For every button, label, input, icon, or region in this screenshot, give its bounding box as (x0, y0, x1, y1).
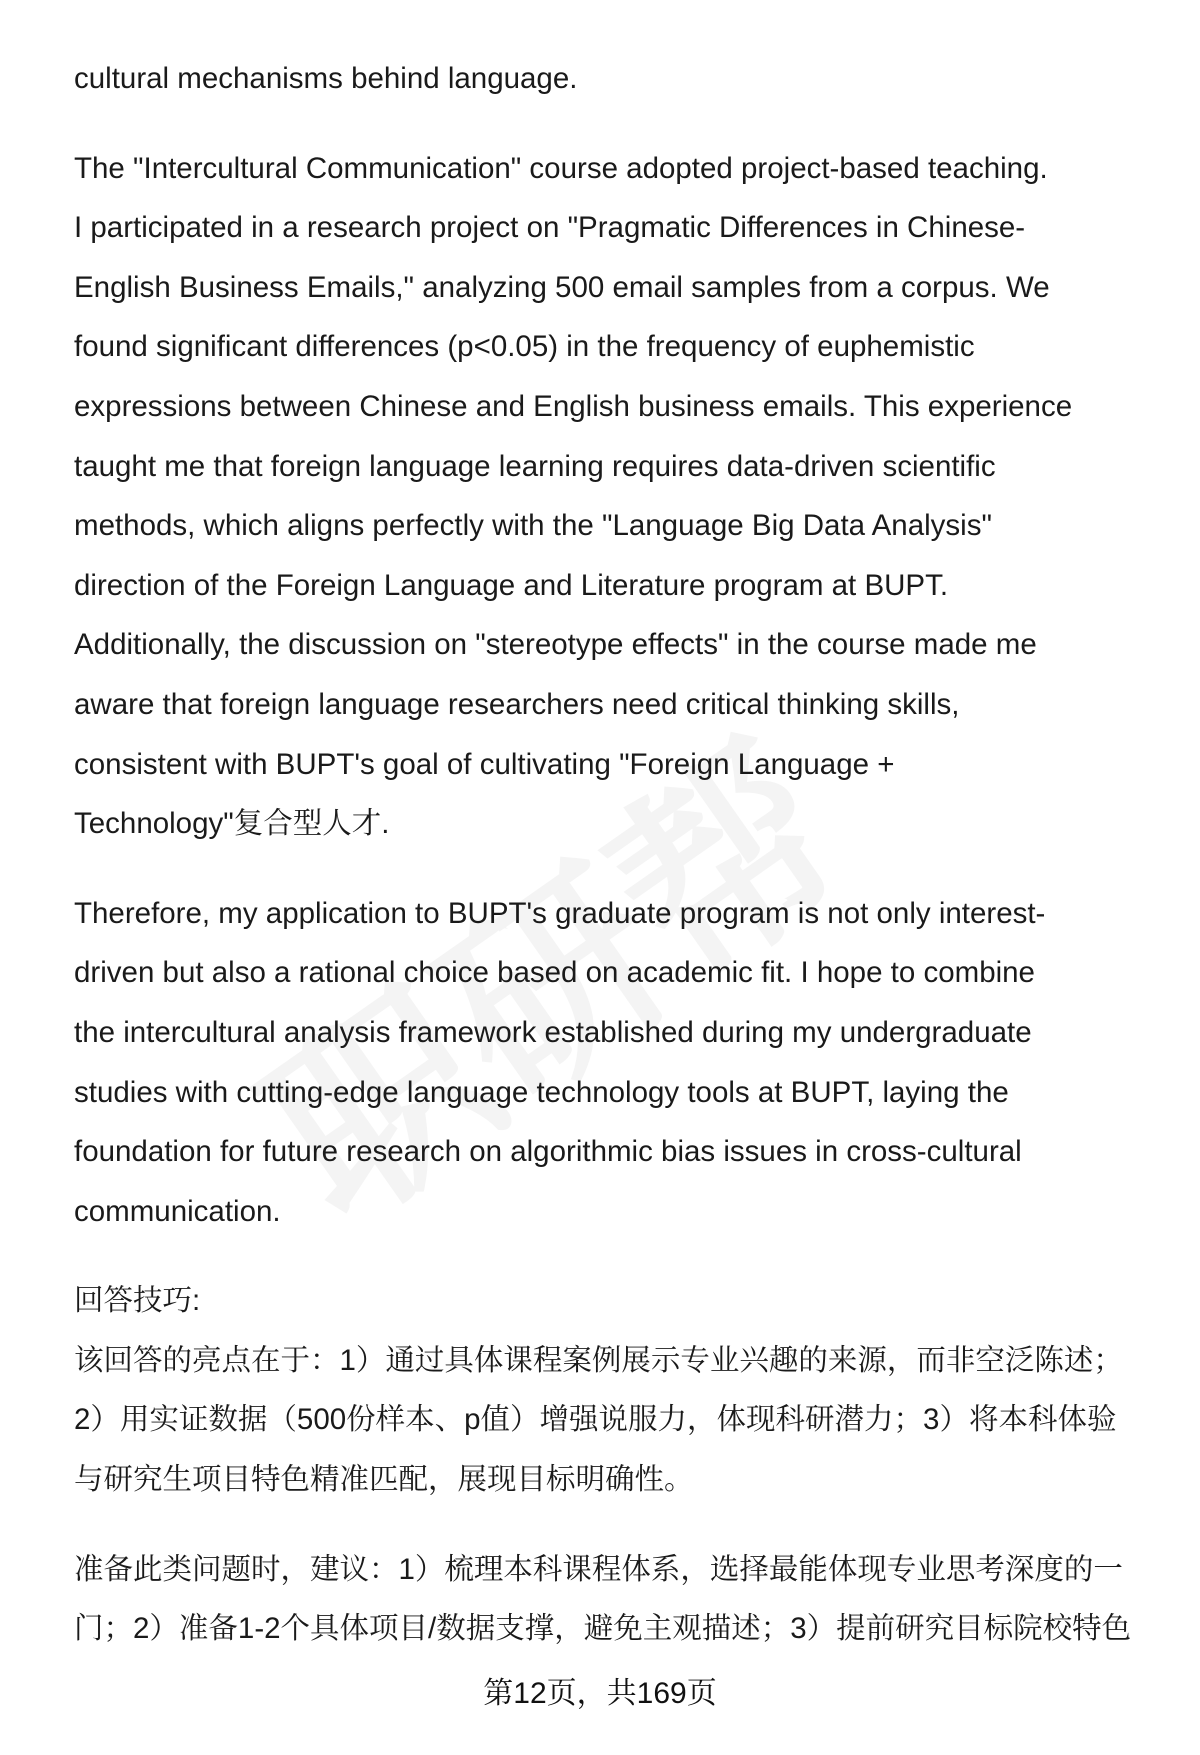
text-line: found significant differences (p<0.05) in the frequency of euphemistic (74, 330, 975, 364)
text-line: direction of the Foreign Language and Literature program at BUPT. (74, 568, 949, 602)
text-line: the intercultural analysis framework established during my undergraduate (74, 1015, 1032, 1049)
text-line: Therefore, my application to BUPT's graduate program is not only interest- (74, 896, 1046, 930)
text-line: 回答技巧: (74, 1284, 201, 1318)
page-number-footer: 第12页，共169页 (483, 1677, 717, 1710)
text-line: taught me that foreign language learning requires data-driven scientific (74, 449, 996, 483)
text-line: consistent with BUPT's goal of cultivating "Foreign Language + (74, 747, 895, 781)
text-line: 与研究生项目特色精准匹配，展现目标明确性。 (74, 1463, 694, 1497)
paragraph (74, 1271, 1164, 1509)
text-line: driven but also a rational choice based on academic fit. I hope to combine (74, 956, 1035, 990)
text-line: 门；2）准备1-2个具体项目/数据支撑，避免主观描述；3）提前研究目标院校特色 (74, 1612, 1132, 1646)
document-page (74, 49, 1164, 1689)
paragraph (74, 1540, 1164, 1659)
paragraph (74, 884, 1164, 1242)
text-line: The "Intercultural Communication" course adopted project-based teaching. (74, 151, 1048, 185)
text-line: 准备此类问题时，建议：1）梳理本科课程体系，选择最能体现专业思考深度的一 (74, 1552, 1123, 1586)
text-line: 2）用实证数据（500份样本、p值）增强说服力，体现科研潜力；3）将本科体验 (74, 1403, 1117, 1437)
text-line: 该回答的亮点在于：1）通过具体课程案例展示专业兴趣的来源，而非空泛陈述； (74, 1343, 1123, 1377)
text-line: cultural mechanisms behind language. (74, 62, 578, 95)
text-line: English Business Emails," analyzing 500 email samples from a corpus. We (74, 270, 1050, 304)
text-line: Technology"复合型人才. (74, 807, 390, 841)
text-line: methods, which aligns perfectly with the "Language Big Data Analysis" (74, 509, 992, 543)
paragraph (74, 139, 1164, 854)
paragraph (74, 49, 1164, 109)
text-line: foundation for future research on algorithmic bias issues in cross-cultural (74, 1135, 1022, 1169)
text-line: communication. (74, 1194, 281, 1228)
text-line: studies with cutting-edge language technology tools at BUPT, laying the (74, 1075, 1009, 1109)
text-line: I participated in a research project on "Pragmatic Differences in Chinese- (74, 211, 1026, 245)
text-line: expressions between Chinese and English business emails. This experience (74, 389, 1073, 423)
text-line: Additionally, the discussion on "stereotype effects" in the course made me (74, 628, 1037, 662)
text-line: aware that foreign language researchers need critical thinking skills, (74, 687, 960, 721)
